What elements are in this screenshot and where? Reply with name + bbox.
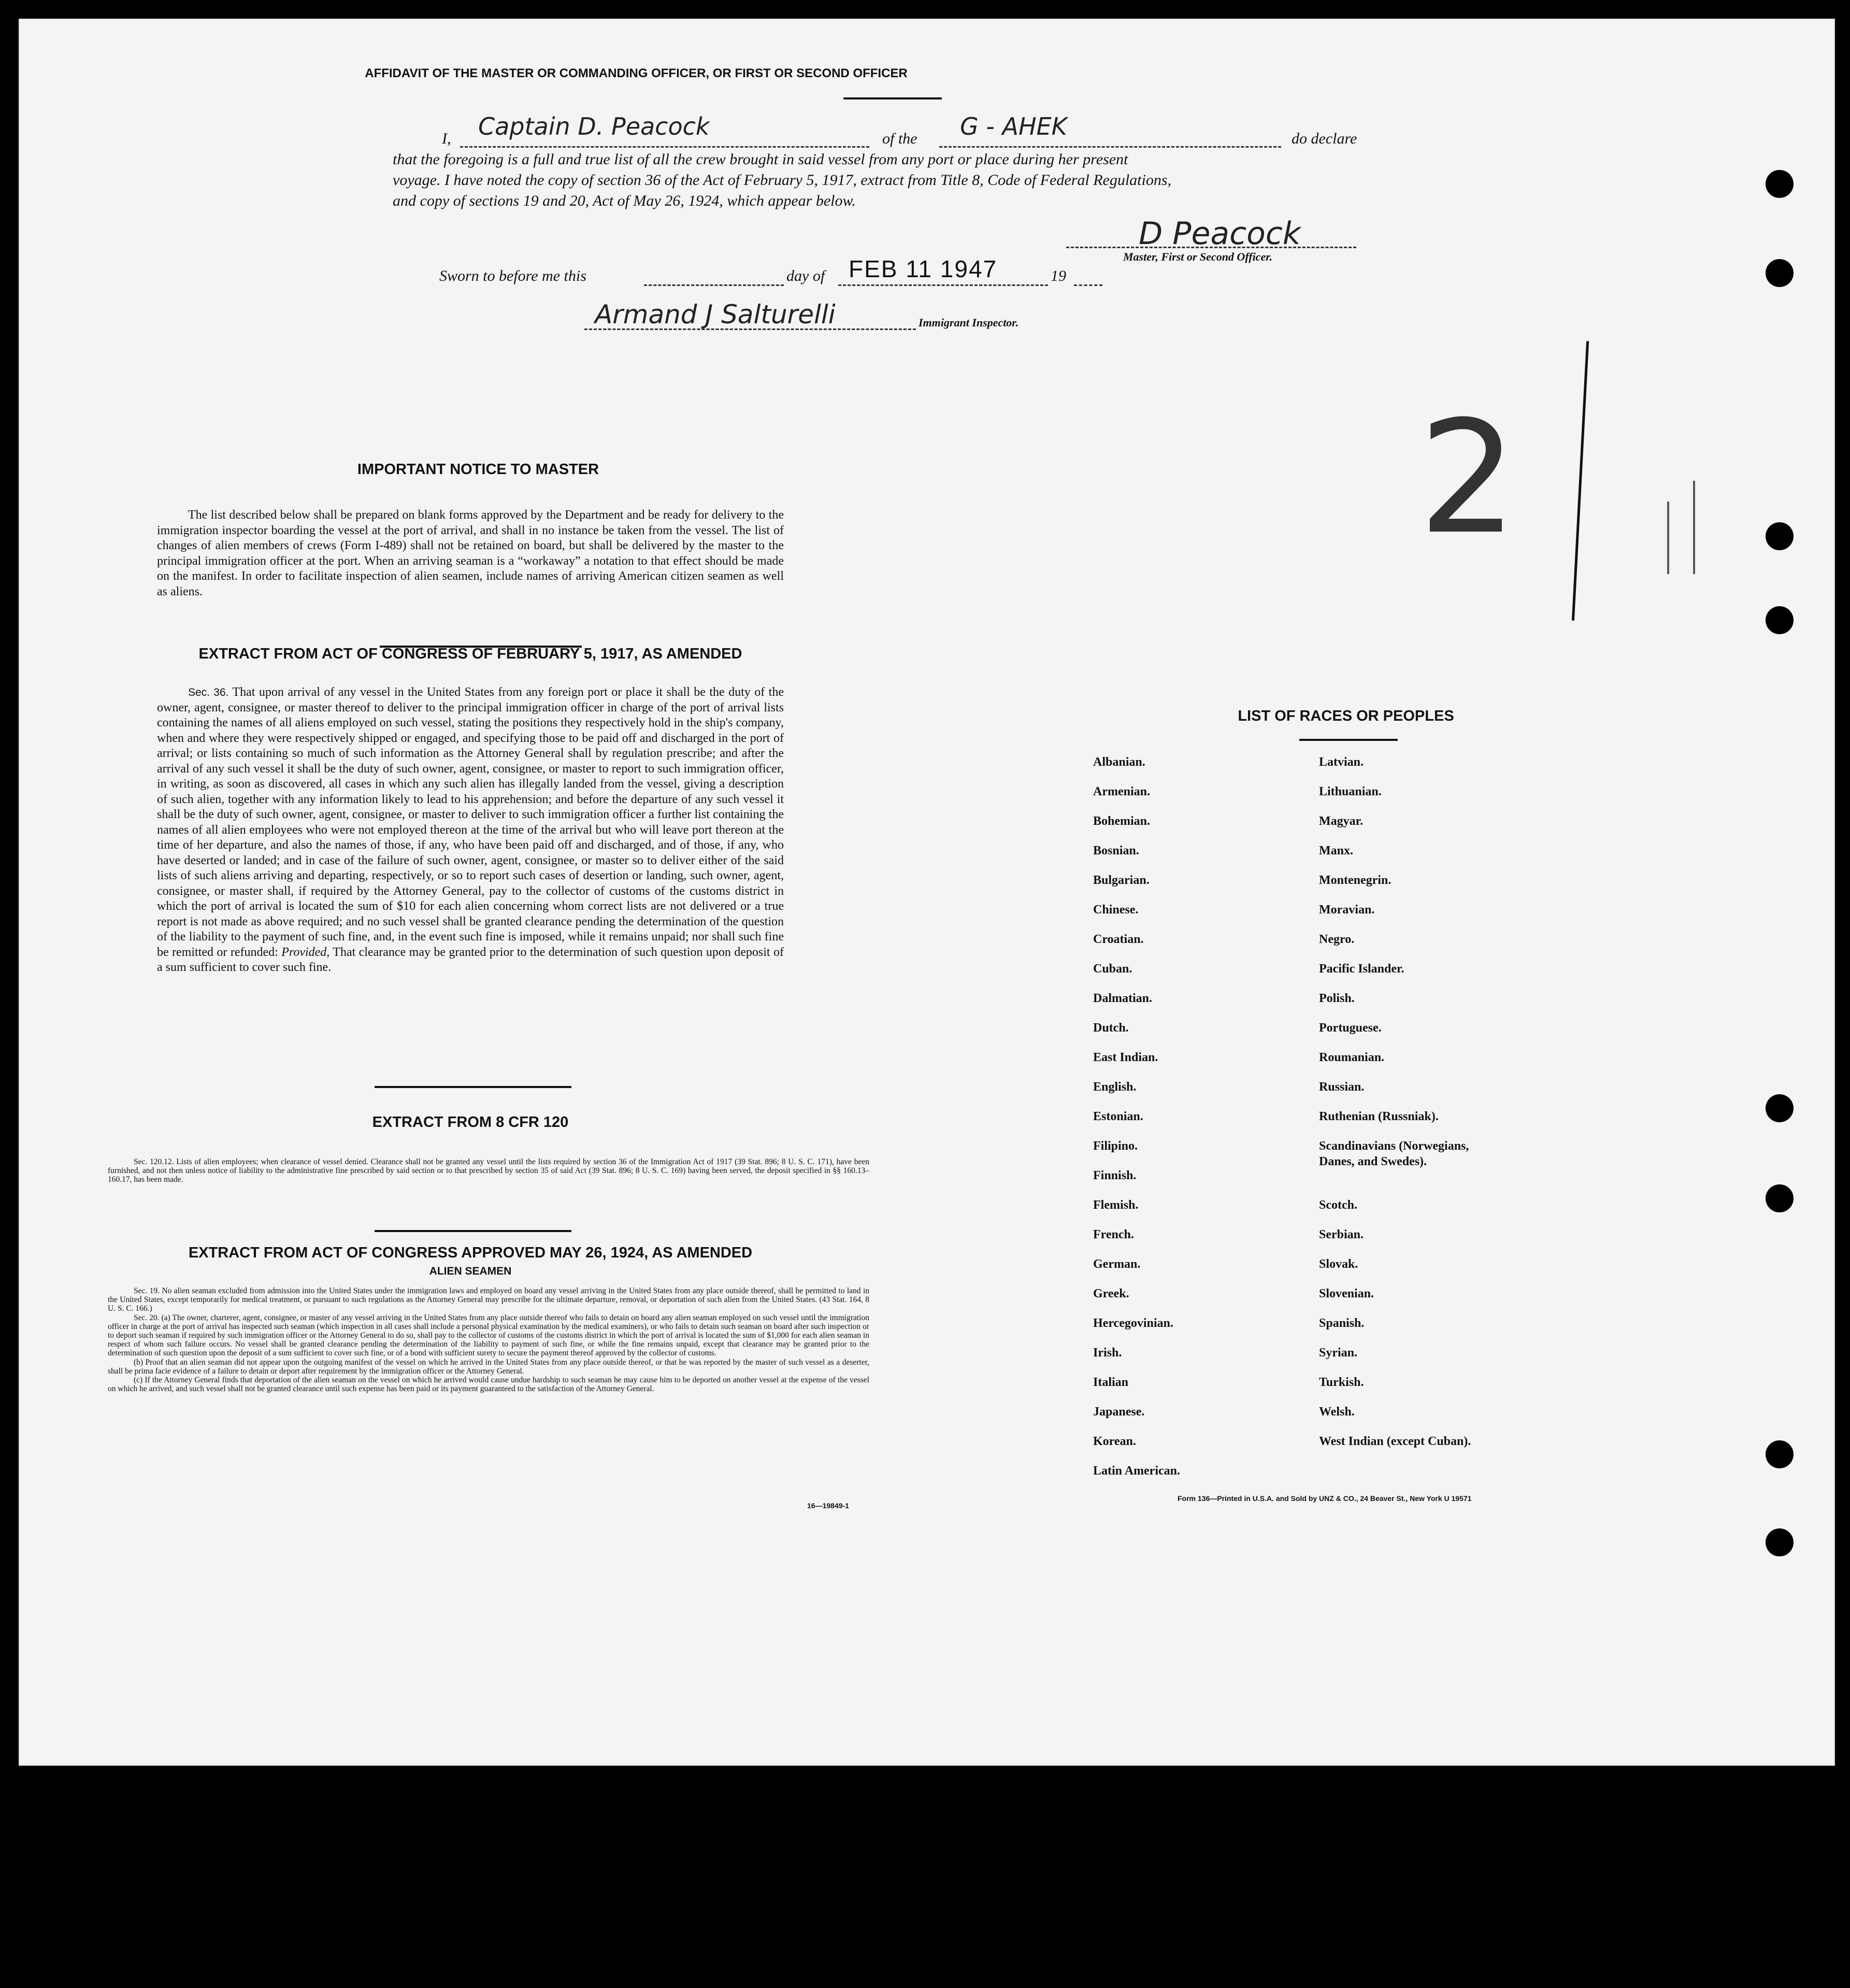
affidavit-line: and copy of sections 19 and 20, Act of May 26, 1924, which appear below. (393, 192, 856, 209)
races-right-column (1319, 755, 1471, 1464)
punch-hole (1766, 1184, 1794, 1212)
race-item: Bosnian. (1093, 844, 1139, 857)
form-footer: Form 136—Printed in U.S.A. and Sold by UNZ & CO., 24 Beaver St., New York U 19571 (1178, 1494, 1472, 1503)
notice-text-block (157, 508, 784, 599)
sec36-text (157, 685, 784, 976)
race-item: Scotch. (1319, 1198, 1357, 1212)
race-item: Dutch. (1093, 1021, 1129, 1035)
race-item: Italian (1093, 1376, 1129, 1389)
race-item: Irish. (1093, 1346, 1122, 1360)
form-code: 16—19849-1 (807, 1501, 849, 1510)
sec36-body: That upon arrival of any vessel in the United States from any foreign port or place it shall be the duty of the owner, agent, consignee, or master thereof to deliver to the principal immigration officer in charge of the port of arrival lists containing the names of all aliens employed on such vessel, stating the positions they respectively hold in the ship's company, when and where they were respectively shipped or engaged, and specifying those to be paid off and discharged in the port of arrival; or lists containing so much of such information as the Attorney General shall by regulation prescribe; and after the arrival of any such vessel it shall be the duty of such owner, agent, consignee, or master to report to such immigration officer, in writing, as soon as discovered, all cases in which any such alien has illegally landed from the vessel, giving a description of such alien, together with any information likely to lead to his apprehension; and before the departure of any such vessel it shall be the duty of such owner, agent, consignee, or master to deliver to such immigration officer a further list containing the names of all alien employees who were not employed thereon at the time of the arrival but who will leave port thereon at the time of her departure, and also the names of those, if any, who have been paid off and discharged, and of those, if any, who have deserted or landed; and in case of the failure of such owner, agent, consignee, or master so to deliver either of the said lists of such aliens arriving and departing, respectively, or so to report such cases of desertion or landing, such owner, agent, consignee, or master shall, if required by the Attorney General, pay to the collector of customs of the customs district in which the port of arrival is located the sum of $10 for each alien concerning whom correct lists are not delivered or a true report is not made as above required; and no such vessel shall be granted clearance pending the determination of the question of the liability to the payment of such fine, and, in the event such fine is imposed, while it remains unpaid; nor shall such fine be remitted or refunded: (157, 685, 784, 959)
race-item: Finnish. (1093, 1169, 1137, 1182)
master-caption: Master, First or Second Officer. (1123, 250, 1273, 263)
sworn-line (439, 255, 1113, 297)
affidavit-text (393, 149, 1416, 211)
extract-1917-title: EXTRACT FROM ACT OF CONGRESS OF FEBRUARY 5, 1917, AS AMENDED (198, 646, 742, 662)
race-item: Croatian. (1093, 933, 1144, 946)
month-blank (838, 284, 1048, 286)
divider (375, 1086, 571, 1088)
affidavit-line: that the foregoing is a full and true list of all the crew brought in said vessel from any port or place during her present (393, 151, 1128, 168)
punch-hole (1766, 259, 1794, 287)
affidavit-title: AFFIDAVIT OF THE MASTER OR COMMANDING OFFICER, OR FIRST OR SECOND OFFICER (365, 66, 908, 80)
punch-hole (1766, 1094, 1794, 1122)
notice-title: IMPORTANT NOTICE TO MASTER (357, 461, 599, 478)
race-item: Manx. (1319, 844, 1353, 857)
race-item: Greek. (1093, 1287, 1129, 1300)
document-page (19, 19, 1835, 1766)
race-item: Negro. (1319, 933, 1355, 946)
sec19-label: Sec. 19. (134, 1286, 160, 1295)
punch-hole (1766, 522, 1794, 550)
punch-hole (1766, 1528, 1794, 1556)
race-item: Cuban. (1093, 962, 1132, 976)
divider (843, 97, 942, 99)
of-the-text: of the (882, 130, 917, 147)
race-item: Danes, and Swedes). (1319, 1155, 1427, 1168)
race-item: East Indian. (1093, 1051, 1158, 1064)
pencil-stroke (1572, 341, 1589, 621)
vessel-blank (939, 146, 1281, 148)
race-item: Bulgarian. (1093, 874, 1150, 887)
alien-seamen-subtitle: ALIEN SEAMEN (429, 1265, 512, 1277)
race-item: Serbian. (1319, 1228, 1364, 1241)
year-text: 19 (1051, 267, 1066, 284)
cfr-label: Sec. 120.12. (134, 1157, 174, 1166)
affidavit-line-1 (442, 112, 1416, 152)
race-item: Russian. (1319, 1080, 1365, 1094)
race-item: Moravian. (1319, 903, 1375, 917)
inspector-signature: Armand J Salturelli (595, 299, 836, 330)
races-left-column (1093, 755, 1180, 1494)
date-stamp: FEB 11 1947 (849, 255, 998, 282)
race-item: Estonian. (1093, 1110, 1143, 1123)
extract-1924-block (108, 1286, 869, 1393)
sec36-label: Sec. 36. (188, 686, 229, 698)
extract-1924-title: EXTRACT FROM ACT OF CONGRESS APPROVED MAY 26, 1924, AS AMENDED (188, 1245, 753, 1261)
name-blank (460, 146, 869, 148)
inspector-caption: Immigrant Inspector. (919, 316, 1019, 329)
sec20a-text (108, 1313, 869, 1358)
race-item: Polish. (1319, 992, 1355, 1005)
race-item: Latvian. (1319, 755, 1364, 769)
provided-word: Provided, (281, 945, 330, 959)
race-item: Syrian. (1319, 1346, 1358, 1360)
pencil-stroke (1667, 502, 1669, 574)
vessel-name-handwritten: G - AHEK (960, 112, 1067, 140)
day-blank (644, 284, 784, 286)
race-item: English. (1093, 1080, 1137, 1094)
race-item: West Indian (except Cuban). (1319, 1435, 1471, 1448)
inspector-line (584, 328, 916, 330)
text-prefix: I, (442, 130, 451, 147)
sec19-text (108, 1286, 869, 1313)
race-item: Japanese. (1093, 1405, 1145, 1419)
race-item: Latin American. (1093, 1464, 1180, 1478)
race-item: Spanish. (1319, 1317, 1365, 1330)
race-item: Chinese. (1093, 903, 1139, 917)
cfr-body: Lists of alien employees; when clearance of vessel denied. Clearance shall not be granted any vessel until the lists required by section 36 of the Immigration Act of 1917 (39 Stat. 896; 8 U. S. C. 171), have been furnished, and not then unless notice of liability to the administrative fine prescribed by said section or to that prescribed by section 35 of said Act (39 Stat. 896; 8 U. S. C. 169) having been served, the deposit specified in §§ 160.13–160.17, has been made. (108, 1157, 869, 1184)
sec20-label: Sec. 20. (134, 1313, 160, 1322)
race-item: Lithuanian. (1319, 785, 1382, 798)
race-item: German. (1093, 1257, 1141, 1271)
master-name-handwritten: Captain D. Peacock (478, 112, 710, 140)
day-of-text: day of (786, 267, 825, 284)
do-declare-text: do declare (1292, 130, 1357, 147)
sec20c-text: (c) If the Attorney General finds that deportation of the alien seaman on the vessel on which he arrived would cause undue hardship to such seaman he may cause him to be deported on another vessel at the expense of the vessel on which he arrived, and such vessel shall not be granted clearance until such expense has been paid or its payment guaranteed to the satisfaction of the Attorney General. (108, 1376, 869, 1394)
race-item: Bohemian. (1093, 814, 1151, 828)
pencil-stroke (1693, 481, 1695, 574)
race-item: Slovak. (1319, 1257, 1358, 1271)
race-item: Filipino. (1093, 1139, 1138, 1153)
extract-1917-block (157, 685, 784, 976)
punch-hole (1766, 606, 1794, 634)
provided-text: That clearance may be granted prior to the determination of such question upon deposit of a sum sufficient to cover such fine. (157, 945, 784, 974)
race-item: Welsh. (1319, 1405, 1355, 1419)
divider (375, 1230, 571, 1232)
punch-hole (1766, 170, 1794, 198)
master-signature: D Peacock (1139, 216, 1301, 252)
race-item: Slovenian. (1319, 1287, 1374, 1300)
divider (1299, 739, 1398, 741)
race-item: Ruthenian (Russniak). (1319, 1110, 1439, 1123)
sec20a-body: (a) The owner, charterer, agent, consignee, or master of any vessel arriving in the United States from any place outside thereof who fails to detain on board any alien seaman employed on such vessel until the immigration officer in charge at the port of arrival has inspected such seaman (which inspection in all cases shall include a personal physical examination by the medical examiners), or who fails to detain such seaman on board after such inspection or to deport such seaman if required by such immigration officer or the Attorney General to do so, shall pay to the collector of customs of the customs district in which the port of arrival is located the sum of $1,000 for each alien seaman in respect of whom such failure occurs. No vessel shall be granted clearance pending the determination of the liability to payment of such fine, or while the fine remains unpaid, except that clearance may be granted prior to the determination of such question upon the deposit of a sum sufficient to cover such fine, or of a bond with sufficient surety to secure the payment thereof approved by the collector of customs. (108, 1313, 869, 1358)
race-item: Turkish. (1319, 1376, 1364, 1389)
handwritten-numeral: 2 (1418, 388, 1517, 568)
race-item: Magyar. (1319, 814, 1364, 828)
race-item: Hercegovinian. (1093, 1317, 1173, 1330)
race-item: Dalmatian. (1093, 992, 1152, 1005)
race-item: Roumanian. (1319, 1051, 1385, 1064)
race-item: Pacific Islander. (1319, 962, 1404, 976)
notice-text: The list described below shall be prepared on blank forms approved by the Department and be ready for delivery to the immigration inspector boarding the vessel at the port of arrival, and shall in no instance be taken from the vessel. The list of changes of alien members of crews (Form I-489) shall not be retained on board, but shall be delivered by the master to the principal immigration officer at the port. When an arriving seaman is a “workaway” a notation to that effect should be made on the manifest. In order to facilitate inspection of alien seamen, include names of arriving American citizen seamen as well as aliens. (157, 508, 784, 598)
cfr-text (108, 1157, 869, 1184)
punch-hole (1766, 1440, 1794, 1468)
sec19-body: No alien seaman excluded from admission into the United States under the immigration laws and employed on board any vessel arriving in the United States from any place outside thereof, shall be permitted to land in the United States, except temporarily for medical treatment, or pursuant to such regulations as the Attorney General may prescribe for the ultimate departure, removal, or deportation of such alien from the United States. (43 Stat. 164, 8 U. S. C. 166.) (108, 1286, 870, 1313)
race-item: Scandinavians (Norwegians, (1319, 1139, 1469, 1153)
affidavit-line: voyage. I have noted the copy of section 36 of the Act of February 5, 1917, extract from Title 8, Code of Federal Regulations, (393, 171, 1172, 189)
race-item: Armenian. (1093, 785, 1150, 798)
race-item: Portuguese. (1319, 1021, 1382, 1035)
race-item: French. (1093, 1228, 1134, 1241)
year-blank (1074, 284, 1102, 286)
race-item: Montenegrin. (1319, 874, 1392, 887)
race-item: Korean. (1093, 1435, 1136, 1448)
extract-cfr-title: EXTRACT FROM 8 CFR 120 (372, 1114, 569, 1131)
races-title: LIST OF RACES OR PEOPLES (1238, 708, 1454, 724)
race-item: Albanian. (1093, 755, 1145, 769)
sec20b-text: (b) Proof that an alien seaman did not appear upon the outgoing manifest of the vessel on which he arrived in the United States from any place outside thereof, or that he was reported by the master of such vessel as a deserter, shall be prima facie evidence of a failure to detain or deport after requirement by the immigration officer or the Attorney General. (108, 1357, 869, 1376)
signature-line (1066, 247, 1356, 248)
race-item: Flemish. (1093, 1198, 1139, 1212)
sworn-text: Sworn to before me this (439, 267, 586, 284)
extract-cfr-block (108, 1157, 869, 1184)
